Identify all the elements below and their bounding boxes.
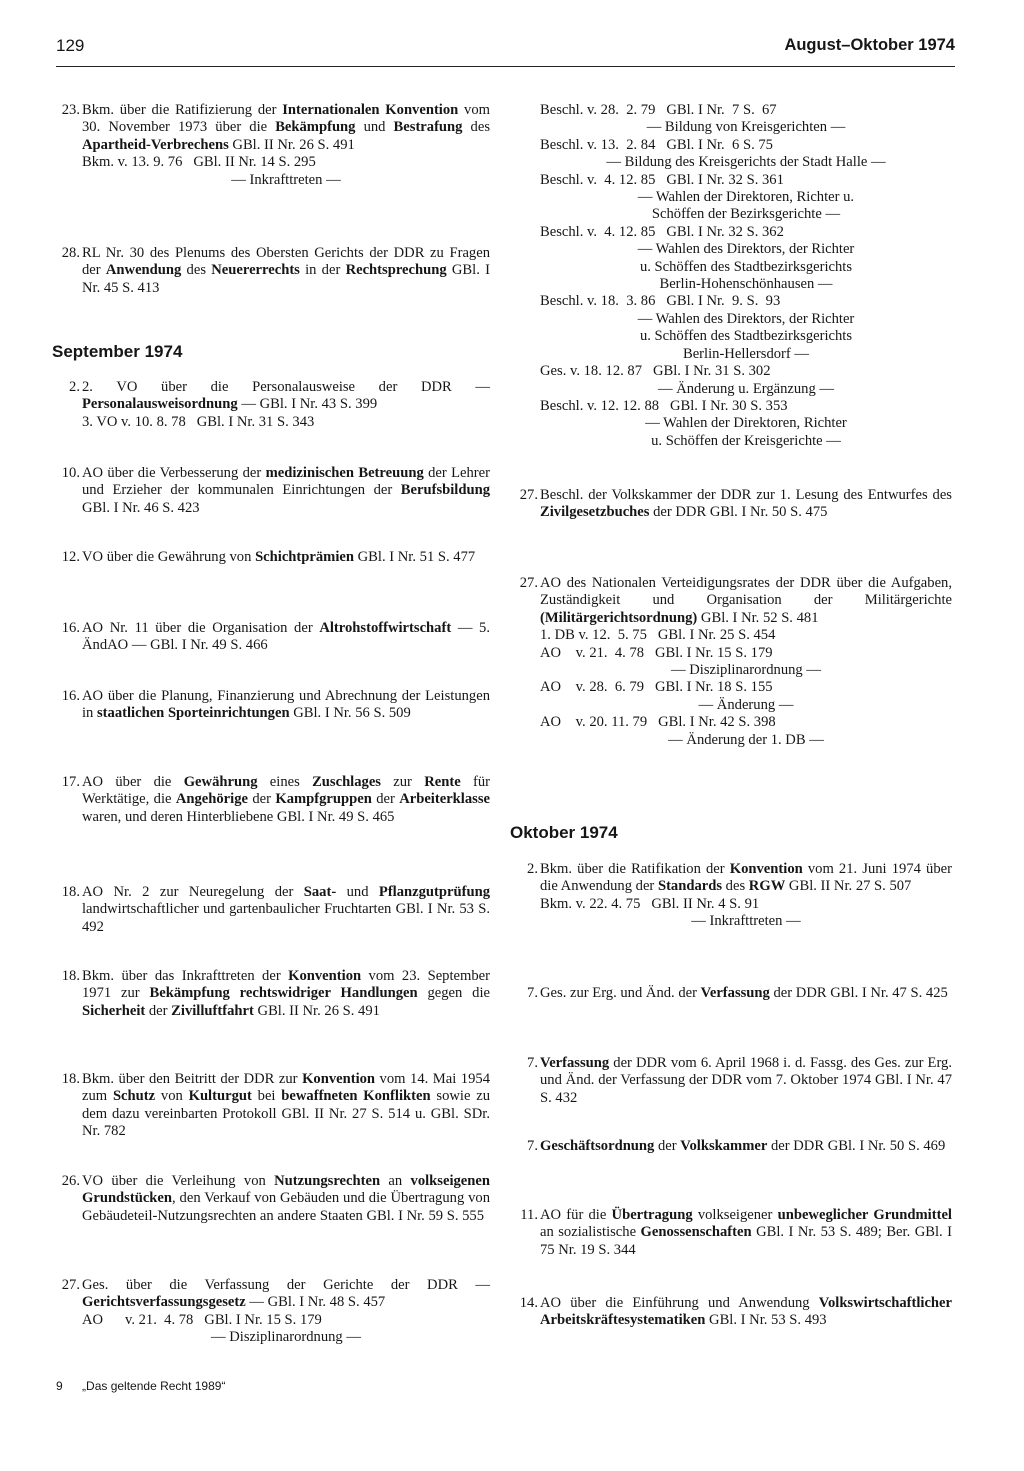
left-entry (52, 1277, 490, 1347)
entry-text: Beschl. der Volkskammer der DDR zur 1. Lesung des Entwurfes des Zivilgesetzbuches der DDR GBl. I Nr. 50 S. 475 (540, 487, 952, 521)
page-number: 129 (56, 36, 85, 55)
left-entry (52, 379, 490, 431)
entry-text: AO über die Planung, Finanzierung und Abrechnung der Leistungen in staatlichen Sporteinrichtungen GBl. I Nr. 56 S. 509 (82, 688, 490, 722)
continuation-line: Schöffen der Bezirksgerichte — (651, 206, 841, 223)
entry-text: Ges. zur Erg. und Änd. der Verfassung der DDR GBl. I Nr. 47 S. 425 (540, 985, 948, 1001)
entry-text: Bkm. über den Beitritt der DDR zur Konvention vom 14. Mai 1954 zum Schutz von Kulturgut bei bewaffneten Konflikten sowie zu dem dazu vereinbarten Protokoll GBl. II Nr. 27 S. 514 u. GBl. SDr. Nr. 782 (82, 1071, 491, 1140)
entry-amendment: — Disziplinarordnung — (671, 662, 821, 679)
entry-number: 7. (527, 1138, 538, 1154)
entry-text: VO über die Verleihung von Nutzungsrechten an volkseigenen Grundstücken, den Verkauf von Gebäuden und die Übertragung von Gebäudeteil-Nutzungsrechten an andere Staaten GBl. I Nr. 59 S. 555 (82, 1173, 490, 1224)
left-entry (52, 102, 490, 189)
continuation-line: — Wahlen des Direktors, der Richter (637, 310, 855, 327)
continuation-line: Ges. v. 18. 12. 87 GBl. I Nr. 31 S. 302 (540, 363, 771, 380)
entry-text: Bkm. über die Ratifikation der Konvention vom 21. Juni 1974 über die Anwendung der Standards des RGW GBl. II Nr. 27 S. 507 (540, 861, 952, 895)
entry-text: Bkm. über die Ratifizierung der Internationalen Konvention vom 30. November 1973 über die Bekämpfung und Bestrafung des Apartheid-Verbrechens GBl. II Nr. 26 S. 491 (82, 102, 491, 153)
continuation-line: — Wahlen des Direktors, der Richter (637, 241, 855, 258)
left-entry (52, 620, 490, 655)
continuation-line: Beschl. v. 12. 12. 88 GBl. I Nr. 30 S. 353 (540, 397, 788, 414)
entry-amendment: AO v. 21. 4. 78 GBl. I Nr. 15 S. 179 (540, 644, 773, 661)
entry-text: AO über die Verbesserung der medizinischen Betreuung der Lehrer und Erzieher der kommunalen Einrichtungen der Berufsbildung GBl. I Nr. 46 S. 423 (82, 465, 490, 516)
entry-text: Geschäftsordnung der Volkskammer der DDR GBl. I Nr. 50 S. 469 (540, 1138, 946, 1154)
entry-amendment: — Änderung der 1. DB — (668, 731, 824, 748)
right-entry (510, 985, 952, 1002)
entry-number: 28. (61, 245, 80, 261)
continuation-line: u. Schöffen der Kreisgerichte — (651, 432, 841, 449)
left-entry (52, 1071, 490, 1141)
entry-text: RL Nr. 30 des Plenums des Obersten Gerichts der DDR zu Fragen der Anwendung des Neuererrechts in der Rechtsprechung GBl. I Nr. 45 S. 413 (82, 245, 490, 296)
left-entry (52, 465, 490, 517)
left-entry (52, 1173, 490, 1225)
continuation-line: u. Schöffen des Stadtbezirksgerichts (639, 258, 853, 275)
entry-number: 18. (61, 884, 80, 900)
entry-text: AO über die Gewährung eines Zuschlages zur Rente für Werktätige, die Angehörige der Kampfgruppen der Arbeiterklasse waren, und deren Hinterbliebene GBl. I Nr. 49 S. 465 (82, 774, 490, 825)
entry-text: AO des Nationalen Verteidigungsrates der DDR über die Aufgaben, Zuständigkeit und Organisation der Militärgerichte (Militärgerichtsordnung) GBl. I Nr. 52 S. 481 (540, 575, 952, 626)
entry-text: AO über die Einführung und Anwendung Volkswirtschaftlicher Arbeitskräftesystematiken GBl. I Nr. 53 S. 493 (540, 1295, 952, 1329)
left-entry (52, 688, 490, 723)
entry-number: 26. (61, 1173, 80, 1189)
footer (56, 1379, 225, 1393)
entry-text: AO Nr. 11 über die Organisation der Altrohstoffwirtschaft — 5. ÄndAO — GBl. I Nr. 49 S. 466 (82, 620, 490, 654)
left-entry (52, 245, 490, 297)
entry-text: AO Nr. 2 zur Neuregelung der Saat- und Pflanzgutprüfung landwirtschaftlicher und gartenbaulicher Fruchtarten GBl. I Nr. 53 S. 492 (82, 884, 490, 935)
entry-number: 16. (61, 620, 80, 636)
continuation-line: Beschl. v. 4. 12. 85 GBl. I Nr. 32 S. 361 (540, 171, 784, 188)
footer-source: „Das geltende Recht 1989“ (82, 1379, 226, 1393)
entry-amendment: — Änderung — (698, 696, 794, 713)
entry-text: VO über die Gewährung von Schichtprämien GBl. I Nr. 51 S. 477 (82, 549, 476, 565)
entry-text: Ges. über die Verfassung der Gerichte der DDR — Gerichtsverfassungsgesetz — GBl. I Nr. 48 S. 457 (82, 1277, 490, 1311)
entry-text: 2. VO über die Personalausweise der DDR — Personalausweisordnung — GBl. I Nr. 43 S. 399 (82, 379, 490, 413)
entry-number: 18. (61, 968, 80, 984)
entry-amendment: Bkm. v. 13. 9. 76 GBl. II Nr. 14 S. 295 (82, 154, 316, 171)
entry-text: AO für die Übertragung volkseigener unbeweglicher Grundmittel an sozialistische Genossenschaften GBl. I Nr. 53 S. 489; Ber. GBl. I 75 Nr. 19 S. 344 (540, 1207, 953, 1258)
entry-number: 7. (527, 1055, 538, 1071)
continuation-line: — Wahlen der Direktoren, Richter (645, 415, 847, 432)
right-entry (510, 487, 952, 522)
entry-amendment: 1. DB v. 12. 5. 75 GBl. I Nr. 25 S. 454 (540, 627, 776, 644)
entry-number: 7. (527, 985, 538, 1001)
running-title: August–Oktober 1974 (784, 36, 955, 54)
entry-number: 16. (61, 688, 80, 704)
header-rule (56, 66, 955, 67)
continuation-amendments (540, 102, 952, 450)
continuation-line: Beschl. v. 18. 3. 86 GBl. I Nr. 9. S. 93 (540, 293, 781, 310)
continuation-line: Berlin-Hellersdorf — (682, 345, 810, 362)
entry-amendment: AO v. 21. 4. 78 GBl. I Nr. 15 S. 179 (82, 1311, 322, 1328)
right-entry (510, 861, 952, 931)
entry-number: 17. (61, 774, 80, 790)
right-entry (510, 1295, 952, 1330)
continuation-line: — Wahlen der Direktoren, Richter u. (637, 189, 855, 206)
right-entry (510, 1055, 952, 1107)
entry-amendment: — Inkrafttreten — (231, 171, 341, 188)
left-column (52, 102, 490, 1362)
entry-amendment: — Disziplinarordnung — (211, 1329, 361, 1346)
continuation-line: Berlin-Hohenschönhausen — (659, 276, 833, 293)
continuation-line: — Bildung von Kreisgerichten — (646, 119, 846, 136)
left-entry (52, 774, 490, 826)
continuation-line: — Bildung des Kreisgerichts der Stadt Halle — (606, 154, 886, 171)
entry-number: 27. (61, 1277, 80, 1293)
entry-number: 23. (61, 102, 80, 118)
continuation-line: Beschl. v. 4. 12. 85 GBl. I Nr. 32 S. 362 (540, 223, 784, 240)
entry-number: 27. (519, 575, 538, 591)
entry-number: 2. (527, 861, 538, 877)
entry-amendment: AO v. 28. 6. 79 GBl. I Nr. 18 S. 155 (540, 679, 773, 696)
right-entry (510, 1138, 952, 1155)
entry-text: Verfassung der DDR vom 6. April 1968 i. d. Fassg. des Ges. zur Erg. und Änd. der Verfassung der DDR vom 7. Oktober 1974 GBl. I Nr. 47 S. 432 (540, 1055, 952, 1106)
entry-number: 14. (519, 1295, 538, 1311)
continuation-line: — Änderung u. Ergänzung — (657, 380, 835, 397)
right-entry (510, 1207, 952, 1259)
entry-text: Bkm. über das Inkrafttreten der Konvention vom 23. September 1971 zur Bekämpfung rechtswidriger Handlungen gegen die Sicherheit der Zivilluftfahrt GBl. II Nr. 26 S. 491 (82, 968, 490, 1019)
entry-number: 10. (61, 465, 80, 481)
left-entry (52, 884, 490, 936)
continuation-line: Beschl. v. 13. 2. 84 GBl. I Nr. 6 S. 75 (540, 136, 773, 153)
right-entry (510, 575, 952, 749)
left-entry (52, 549, 490, 566)
entry-number: 18. (61, 1071, 80, 1087)
left-entry (52, 968, 490, 1020)
entry-number: 12. (61, 549, 80, 565)
entry-amendment: — Inkrafttreten — (691, 913, 801, 930)
entry-amendment: Bkm. v. 22. 4. 75 GBl. II Nr. 4 S. 91 (540, 895, 760, 912)
entry-number: 2. (69, 379, 80, 395)
section-heading-oktober-1974: Oktober 1974 (510, 823, 618, 842)
footer-sheet-number: 9 (56, 1379, 63, 1393)
entry-number: 11. (520, 1207, 538, 1223)
entry-number: 27. (519, 487, 538, 503)
entry-amendment: 3. VO v. 10. 8. 78 GBl. I Nr. 31 S. 343 (82, 413, 315, 430)
entry-amendment: AO v. 20. 11. 79 GBl. I Nr. 42 S. 398 (540, 714, 776, 731)
section-heading-september-1974: September 1974 (52, 342, 183, 361)
continuation-line: u. Schöffen des Stadtbezirksgerichts (639, 328, 853, 345)
continuation-line: Beschl. v. 28. 2. 79 GBl. I Nr. 7 S. 67 (540, 102, 777, 118)
right-column (510, 102, 952, 1362)
